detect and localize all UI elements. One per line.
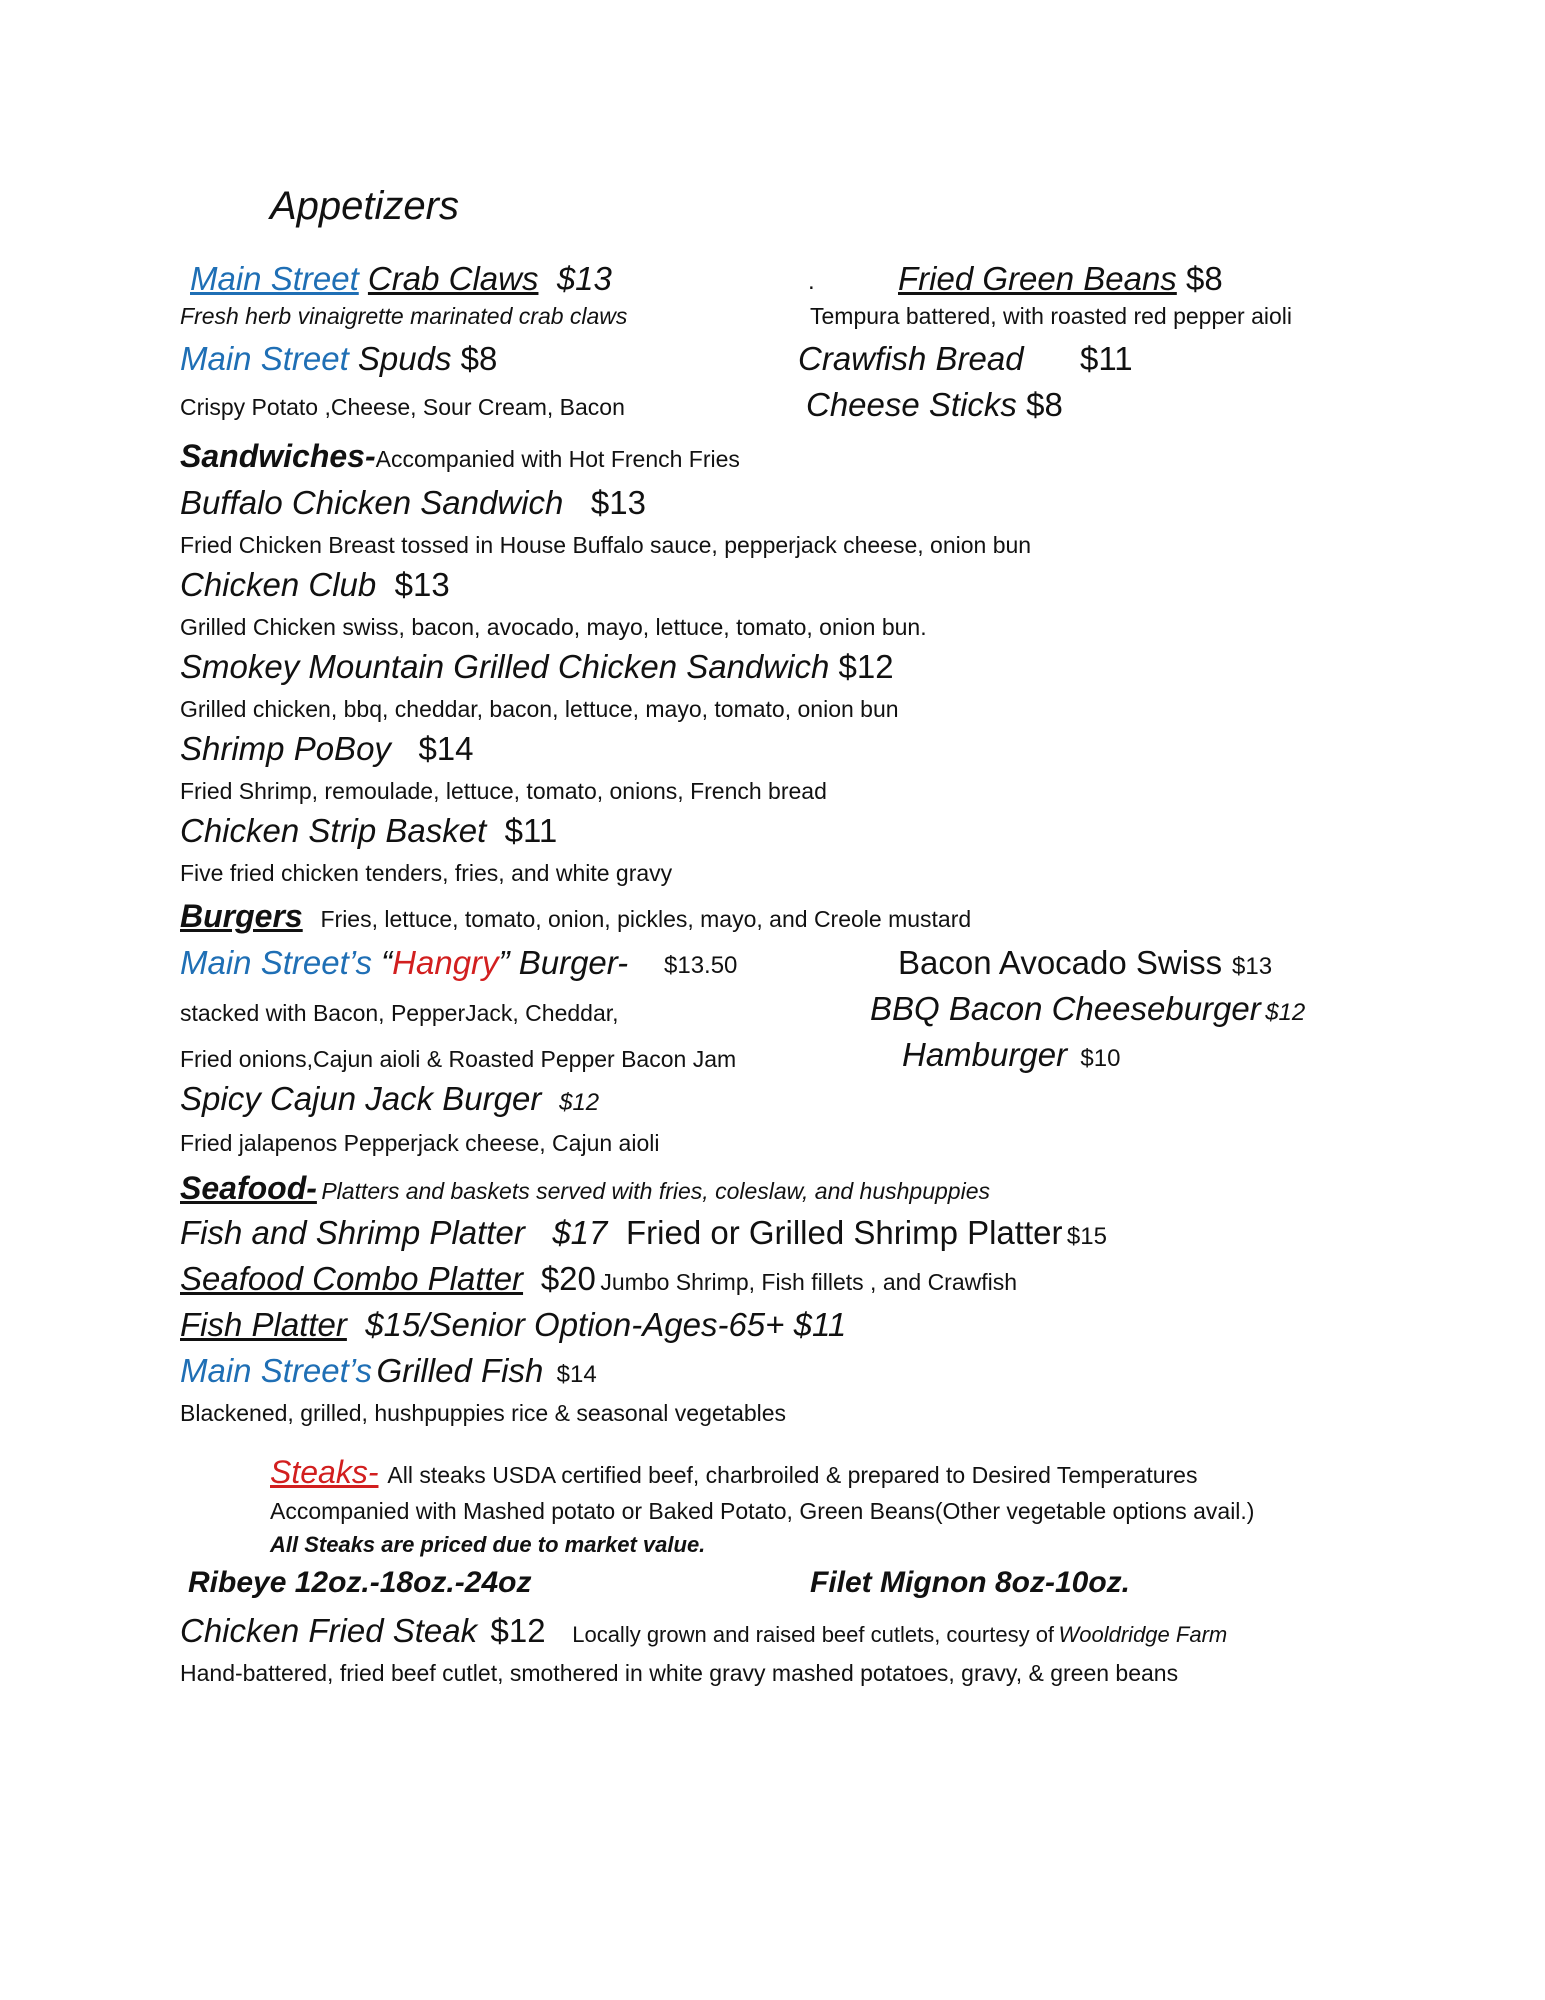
grilled-fish [180,1352,597,1390]
item-price: $12 [559,1089,600,1116]
item-price: $14 [418,730,474,767]
menu-item-desc: Fried Chicken Breast tossed in House Buffalo sauce, pepperjack cheese, onion bun [180,532,1032,558]
quote-close: ” [498,944,510,981]
crab-claws-desc: Fresh herb vinaigrette marinated crab claws [180,303,628,329]
section-title: Sandwiches- [180,438,376,474]
cheese-sticks-title [806,386,1063,424]
green-beans-title [898,260,1223,298]
spicy-burger-title [180,1080,599,1118]
item-price: $17 [552,1214,608,1251]
filet-mignon-title: Filet Mignon 8oz-10oz. [810,1566,1130,1599]
hangry-burger-desc: stacked with Bacon, PepperJack, Cheddar, [180,1000,619,1026]
bbq-burger-title [870,990,1305,1028]
section-subtitle: Platters and baskets served with fries, coleslaw, and hushpuppies [321,1178,990,1204]
section-subtitle: Fries, lettuce, tomato, onion, pickles, mayo, and Creole mustard [320,906,972,932]
crab-claws-title [190,260,612,298]
item-name: Buffalo Chicken Sandwich [180,484,564,521]
sandwiches-header [180,438,740,475]
item-price: $15 [1066,1223,1107,1250]
hangry-burger-desc: Fried onions,Cajun aioli & Roasted Pepper Bacon Jam [180,1046,737,1072]
item-price: $8 [1026,386,1063,423]
farm-name: Wooldridge Farm [1058,1622,1228,1647]
item-name: Cheese Sticks [806,386,1017,423]
menu-item-desc: Five fried chicken tenders, fries, and white gravy [180,860,673,886]
section-title: Seafood- [180,1170,317,1206]
item-desc: Jumbo Shrimp, Fish fillets , and Crawfish [600,1269,1018,1295]
menu-item-desc: Fried Shrimp, remoulade, lettuce, tomato, onions, French bread [180,778,827,804]
item-price: $10 [1080,1045,1121,1072]
brand-label: Main Street’s [180,944,372,981]
hangry-burger-price: $13.50 [664,952,738,979]
crawfish-bread-price: $11 [1080,340,1133,377]
hangry-word: Hangry [392,944,499,981]
item-price: $13 [556,260,612,297]
steaks-accompaniments: Accompanied with Mashed potato or Baked Potato, Green Beans(Other vegetable options avail.) [270,1498,1255,1524]
fried-grilled-shrimp-platter [626,1214,1107,1252]
brand-label: Main Street [180,340,349,377]
item-price: $13 [590,484,646,521]
menu-item-name [180,812,557,850]
section-subtitle: All steaks USDA certified beef, charbroiled & prepared to Desired Temperatures [387,1462,1198,1488]
item-name: Seafood Combo Platter [180,1260,524,1297]
separator-dot: . [808,268,815,295]
item-price: $12 [1265,999,1306,1026]
section-title: Burgers [180,898,303,934]
item-price: $14 [556,1361,597,1388]
hamburger-title [902,1036,1120,1074]
item-name: Shrimp PoBoy [180,730,391,767]
fish-platter [180,1306,846,1344]
item-note: Locally grown and raised beef cutlets, courtesy of [572,1622,1055,1647]
steaks-market-note: All Steaks are priced due to market value. [270,1532,706,1557]
item-name: BBQ Bacon Cheeseburger [870,990,1261,1027]
section-subtitle: Accompanied with Hot French Fries [375,446,740,472]
brand-label: Main Street’s [180,1352,372,1389]
ribeye-title: Ribeye 12oz.-18oz.-24oz [188,1566,532,1599]
item-price: $20 [540,1260,596,1297]
seafood-header [180,1170,990,1207]
burgers-header [180,898,971,935]
item-name: Crab Claws [367,260,539,297]
item-price: $11 [504,812,558,849]
steaks-header [270,1454,1197,1491]
brand-label: Main Street [190,260,359,297]
spuds-desc: Crispy Potato ,Cheese, Sour Cream, Bacon [180,394,625,420]
bacon-avocado-name: Bacon Avocado Swiss [898,944,1223,981]
item-name: Grilled Fish [376,1352,544,1389]
item-price: $15/Senior Option-Ages-65+ $11 [365,1306,847,1343]
item-name: Smokey Mountain Grilled Chicken Sandwich [180,648,830,685]
item-name: Fish Platter [180,1306,347,1343]
spicy-burger-desc: Fried jalapenos Pepperjack cheese, Cajun aioli [180,1130,660,1156]
fish-shrimp-platter [180,1214,607,1252]
menu-item-name [180,648,894,686]
menu-item-desc: Grilled Chicken swiss, bacon, avocado, mayo, lettuce, tomato, onion bun. [180,614,927,640]
appetizers-title: Appetizers [270,184,459,228]
item-name: Spicy Cajun Jack Burger [180,1080,542,1117]
seafood-combo-platter [180,1260,1017,1298]
menu-item-desc: Grilled chicken, bbq, cheddar, bacon, lettuce, mayo, tomato, onion bun [180,696,899,722]
crawfish-bread-name: Crawfish Bread [798,340,1024,377]
section-title: Steaks- [270,1454,379,1490]
item-name: Hamburger [902,1036,1068,1073]
item-name: Fish and Shrimp Platter [180,1214,525,1251]
green-beans-desc: Tempura battered, with roasted red pepper aioli [810,303,1293,329]
item-name: Spuds [357,340,452,377]
menu-item-name [180,730,474,768]
item-price: $8 [460,340,498,377]
item-price: $8 [1185,260,1223,297]
hangry-burger-title [180,944,628,982]
item-price: $13 [394,566,450,603]
item-name: Chicken Strip Basket [180,812,487,849]
item-name: Chicken Fried Steak [180,1612,478,1649]
item-name: Fried or Grilled Shrimp Platter [626,1214,1063,1251]
chicken-fried-steak [180,1612,1227,1650]
spuds-title [180,340,497,378]
item-name: Fried Green Beans [898,260,1177,297]
quote-open: “ [381,944,393,981]
bacon-avocado-price: $13 [1232,953,1273,980]
menu-item-name [180,484,646,522]
item-name: Chicken Club [180,566,377,603]
chicken-fried-steak-desc: Hand-battered, fried beef cutlet, smothered in white gravy mashed potatoes, gravy, & green beans [180,1660,1179,1686]
item-price: $12 [490,1612,546,1649]
item-name: Burger- [518,944,629,981]
menu-item-name [180,566,450,604]
item-price: $12 [838,648,894,685]
grilled-fish-desc: Blackened, grilled, hushpuppies rice & seasonal vegetables [180,1400,787,1426]
